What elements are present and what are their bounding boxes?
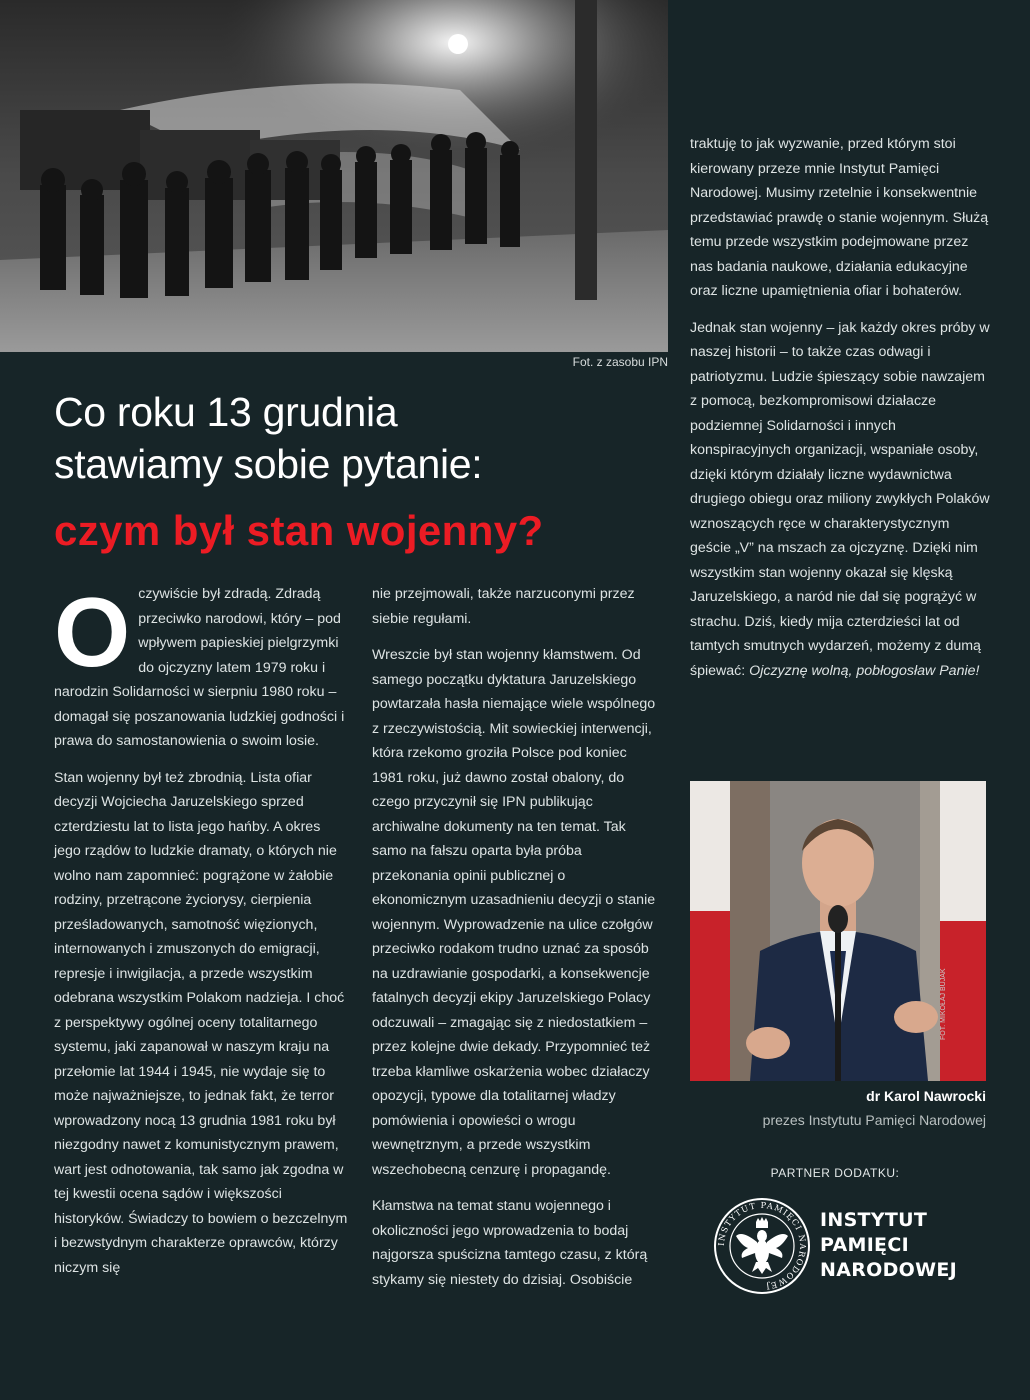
article-column-2 <box>372 582 660 1304</box>
paragraph: Stan wojenny był też zbrodnią. Lista ofiar decyzji Wojciecha Jaruzelskiego sprzed czterdziestu lat to lista jego hańby. A okres jego rządów to ludzkie dramaty, o których nie wolno nam zapomnieć: pogrążone w żałobie rodziny, przetrącone życiorysy, cierpienia prześladowanych, samotność więzionych, internowanych i zmuszonych do emigracji, represje i inwigilacja, a przede wszystkim odebrana wszystkim Polakom nadzieja. I choć z perspektywy ogólnej oceny totalitarnego systemu, jaki zapanował w naszym kraju na przełomie lat 1944 i 1945, nie wydaje się to może najważniejsze, to jednak fakt, że terror wprowadzony nocą 13 grudnia 1981 roku był niezgodny nawet z komunistycznym prawem, wart jest odnotowania, tak samo jak zgodna w tej kwestii ocena sądów i większości historyków. Świadczy to bowiem o bezczelnym i bezwstydnym charakterze oprawców, którzy niczym się <box>54 769 348 1276</box>
author-name: dr Karol Nawrocki <box>866 1088 986 1104</box>
ipn-seal-icon <box>712 1196 812 1296</box>
headline <box>54 386 664 490</box>
paragraph: Wreszcie był stan wojenny kłamstwem. Od samego początku dyktatura Jaruzelskiego powtarzała hasła niemające wiele wspólnego z rzeczywistością. Mit sowieckiej interwencji, która rzekomo groziła Polsce pod koniec 1981 roku, już dawno został obalony, do czego przyczynił się IPN publikując archiwalne dokumenty na ten temat. Tak samo na fałszu oparta była próba przekonania opinii publicznej o ekonomicznym uzasadnieniu decyzji o stanie wojennym. Wyprowadzenie na ulice czołgów przeciwko rodakom trudno uznać za sposób na uzdrawianie gospodarki, a konsekwencje fatalnych decyzji ekipy Jaruzelskiego Polacy odczuwali – zmagając się z niedostatkiem – przez kolejne dwie dekady. Przypomnieć też trzeba kłamliwe oskarżenia wobec działaczy opozycji, typowe dla totalitarnej władzy pomówienia i opowieści o wrogu wewnętrznym, a przede wszystkim wszechobecną cenzurę i propagandę. <box>372 647 656 1178</box>
historical-photo <box>0 0 668 352</box>
paragraph <box>54 577 350 754</box>
article-column-3 <box>690 132 990 695</box>
anthem-quote: Ojczyznę wolną, pobłogosław Panie! <box>749 662 980 679</box>
seal-text: INSTYTUT PAMIĘCI NARODOWEJ <box>715 1199 809 1292</box>
headline-line-2: stawiamy sobie pytanie: <box>54 441 483 487</box>
portrait-credit: FOT. MIKOŁAJ BUJAK <box>940 968 947 1040</box>
paragraph: nie przejmowali, także narzuconymi przez siebie regułami. <box>372 586 635 627</box>
paragraph: Kłamstwa na temat stanu wojennego i okoliczności jego wprowadzenia to bodaj najgorsza spuścizna tamtego czasu, z którą stykamy się niestety do dzisiaj. Osobiście <box>372 1198 648 1288</box>
partner-label: PARTNER DODATKU: <box>770 1166 900 1180</box>
drop-cap: O <box>54 577 131 687</box>
ipn-line-2: PAMIĘCI <box>820 1234 909 1256</box>
ipn-line-3: NARODOWEJ <box>820 1259 958 1281</box>
headline-line-1: Co roku 13 grudnia <box>54 389 398 435</box>
photo-credit: Fot. z zasobu IPN <box>572 355 668 369</box>
ipn-line-1: INSTYTUT <box>820 1209 928 1231</box>
headline-highlight: czym był stan wojenny? <box>54 507 544 554</box>
paragraph-text: Jednak stan wojenny – jak każdy okres próby w naszej historii – to także czas odwagi i patriotyzmu. Ludzie śpieszący sobie nawzajem z pomocą, bezkompromisowi działacze podziemnej Solidarności i innych konspiracyjnych organizacji, wspaniałe osoby, dzięki którym działały liczne wydawnictwa drugiego obiegu oraz miliony zwykłych Polaków wznoszących ręce w charakterystycznym geście „V” na mszach za ojczyznę. Dzięki nim wszystkim stan wojenny okazał się klęską Jaruzelskiego, a naród nie dał się pogrążyć w strachu. Dziś, kiedy mija czterdzieści lat od tamtych smutnych wydarzeń, możemy z dumą śpiewać: <box>690 319 990 679</box>
paragraph-text: czywiście był zdradą. Zdradą przeciwko narodowi, który – pod wpływem papieskiej pielgrzymki do ojczyzny latem 1979 roku i narodzin Solidarności w sierpniu 1980 roku – domagał się poszanowania ludzkiej godności i prawa do samostanowienia o swoim losie. <box>54 586 345 749</box>
ipn-logo-text <box>820 1208 957 1283</box>
paragraph <box>690 316 990 684</box>
article-column-1 <box>54 577 350 1292</box>
paragraph: traktuję to jak wyzwanie, przed którym stoi kierowany przeze mnie Instytut Pamięci Narodowej. Musimy rzetelnie i konsekwentnie przedstawiać prawdę o stanie wojennym. Służą temu przede wszystkim podejmowane przez nas badania naukowe, działania edukacyjne oraz liczne upamiętnienia ofiar i bohaterów. <box>690 136 989 299</box>
author-role: prezes Instytutu Pamięci Narodowej <box>762 1112 986 1128</box>
